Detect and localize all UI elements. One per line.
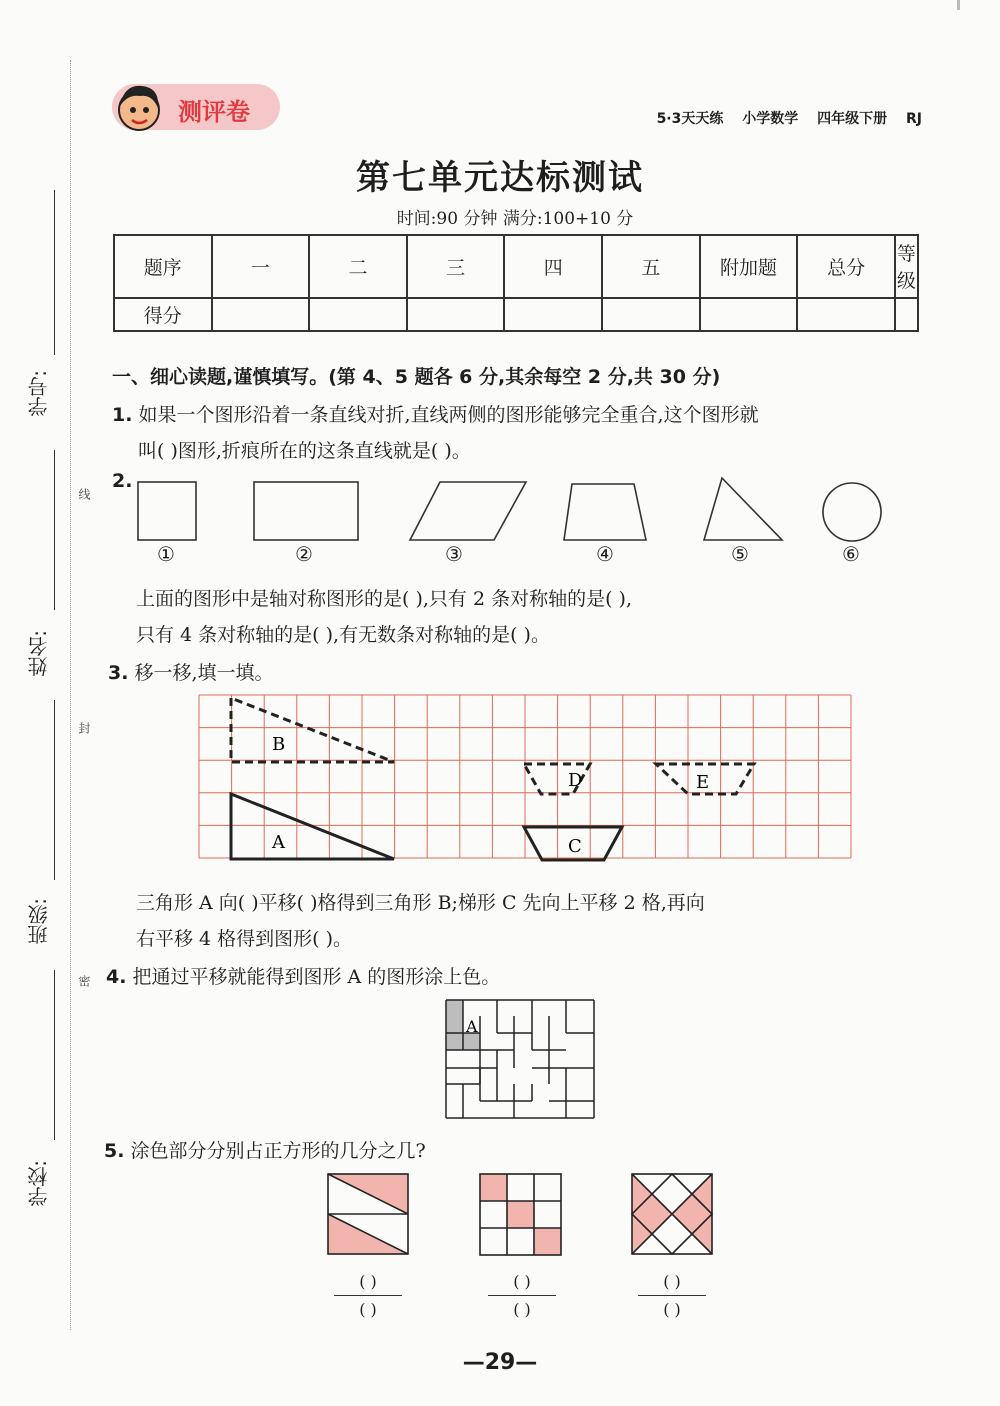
student-id-label: 学号: (27, 370, 51, 417)
fraction-answer-3[interactable] (632, 1272, 712, 1319)
class-label: 班级: (27, 898, 51, 945)
shape-square (138, 482, 196, 540)
badge-text: 测评卷 (178, 98, 250, 126)
score-row-label: 得分 (114, 298, 212, 331)
question-5-line (104, 1136, 426, 1163)
name-line-top (54, 450, 55, 610)
question-1-line-2: 叫( )图形,折痕所在的这条直线就是( )。 (138, 440, 471, 462)
score-cell: 四 (504, 235, 602, 298)
question-text: 涂色部分分别占正方形的几分之几? (130, 1140, 426, 1162)
series-subject: 小学数学 (742, 111, 799, 127)
shape-label: ④ (596, 542, 614, 566)
label-c: C (568, 836, 582, 857)
seal-mark-secret: 密 (77, 975, 91, 987)
score-cell: 三 (407, 235, 505, 298)
score-cell: 附加题 (700, 235, 798, 298)
seal-mark-seal: 封 (77, 722, 91, 734)
score-input-cell[interactable] (895, 298, 918, 331)
denominator: ( ) (663, 1300, 681, 1319)
shape-rectangle (254, 482, 358, 540)
name-line (54, 700, 55, 880)
question-2-line-1: 上面的图形中是轴对称图形的是( ),只有 2 条对称轴的是( ), (136, 588, 632, 610)
tiling-label-a: A (466, 1017, 478, 1036)
triangle-b (231, 698, 394, 762)
question-3-line-2: 右平移 4 格得到图形( )。 (136, 928, 353, 950)
question-text: 把通过平移就能得到图形 A 的图形涂上色。 (132, 966, 501, 988)
square-3 (632, 1174, 712, 1254)
question-number: 5. (104, 1140, 125, 1162)
shape-label: ⑤ (731, 542, 749, 566)
score-input-cell[interactable] (504, 298, 602, 331)
fraction-bar (638, 1295, 706, 1296)
score-input-cell[interactable] (212, 298, 310, 331)
shape-trapezoid (564, 484, 646, 540)
score-cell: 一 (212, 235, 310, 298)
label-a: A (272, 832, 285, 853)
question-text: 移一移,填一填。 (134, 662, 274, 684)
score-input-cell[interactable] (700, 298, 798, 331)
page-number: —29— (462, 1350, 538, 1375)
shape-label: ① (157, 542, 175, 566)
seal-mark-line: 线 (77, 488, 91, 500)
score-input-cell[interactable] (407, 298, 505, 331)
score-input-cell[interactable] (602, 298, 700, 331)
shape-label: ② (295, 542, 313, 566)
score-input-cell[interactable] (797, 298, 895, 331)
question-3-line (108, 658, 274, 685)
question-text: 如果一个图形沿着一条直线对折,直线两侧的图形能够完全重合,这个图形就 (138, 404, 759, 426)
class-line (54, 970, 55, 1140)
question-2-shapes (130, 470, 900, 570)
question-3-line-1: 三角形 A 向( )平移( )格得到三角形 B;梯形 C 先向上平移 2 格,再向 (136, 892, 705, 914)
label-d: D (568, 770, 583, 791)
series-grade: 四年级下册 (817, 111, 888, 127)
score-cell: 五 (602, 235, 700, 298)
question-1-line-1 (112, 400, 759, 427)
question-number: 2. (112, 470, 133, 492)
shape-label: ③ (445, 542, 463, 566)
shape-circle (823, 483, 881, 541)
numerator: ( ) (513, 1272, 531, 1291)
question-number: 4. (106, 966, 127, 988)
score-cell: 等级 (895, 235, 918, 298)
question-number: 3. (108, 662, 129, 684)
series-name: 5·3天天练 (656, 111, 724, 127)
question-4-line (106, 962, 500, 989)
numerator: ( ) (359, 1272, 377, 1291)
series-info (643, 108, 922, 128)
score-table-header-row (114, 235, 918, 298)
page-subtitle: 时间:90 分钟 满分:100+10 分 (396, 209, 634, 229)
shape-triangle (704, 478, 782, 540)
shaded-tile-a (446, 1000, 463, 1050)
square-2 (480, 1174, 561, 1255)
question-5-squares (326, 1172, 718, 1258)
numerator: ( ) (663, 1272, 681, 1291)
score-cell: 总分 (797, 235, 895, 298)
triangle-a (231, 794, 394, 859)
cartoon-face-icon (114, 80, 164, 134)
shape-label: ⑥ (842, 542, 860, 566)
grid-lines (199, 695, 851, 858)
denominator: ( ) (513, 1300, 531, 1319)
label-b: B (272, 734, 286, 755)
question-2-line-2: 只有 4 条对称轴的是( ),有无数条对称轴的是( )。 (136, 624, 550, 646)
score-table (113, 234, 919, 332)
score-input-cell[interactable] (309, 298, 407, 331)
fraction-answer-1[interactable] (328, 1272, 408, 1319)
name-label: 姓名: (27, 630, 51, 677)
score-cell: 二 (309, 235, 407, 298)
question-3-grid (198, 694, 852, 864)
shape-parallelogram (410, 482, 526, 540)
section-heading: 一、细心读题,谨慎填写。(第 4、5 题各 6 分,其余每空 2 分,共 30 分) (112, 366, 721, 388)
fraction-answer-2[interactable] (482, 1272, 562, 1319)
school-label: 学校: (27, 1160, 51, 1207)
page-title: 第七单元达标测试 (356, 158, 644, 198)
fraction-bar (334, 1295, 402, 1296)
question-4-tiling (444, 998, 604, 1122)
question-number: 1. (112, 404, 133, 426)
score-table-score-row (114, 298, 918, 331)
corner-mark (957, 0, 960, 10)
fraction-bar (488, 1295, 556, 1296)
label-e: E (696, 772, 710, 793)
score-cell: 题序 (114, 235, 212, 298)
denominator: ( ) (359, 1300, 377, 1319)
binding-line (70, 60, 71, 1330)
series-edition: RJ (906, 111, 922, 127)
